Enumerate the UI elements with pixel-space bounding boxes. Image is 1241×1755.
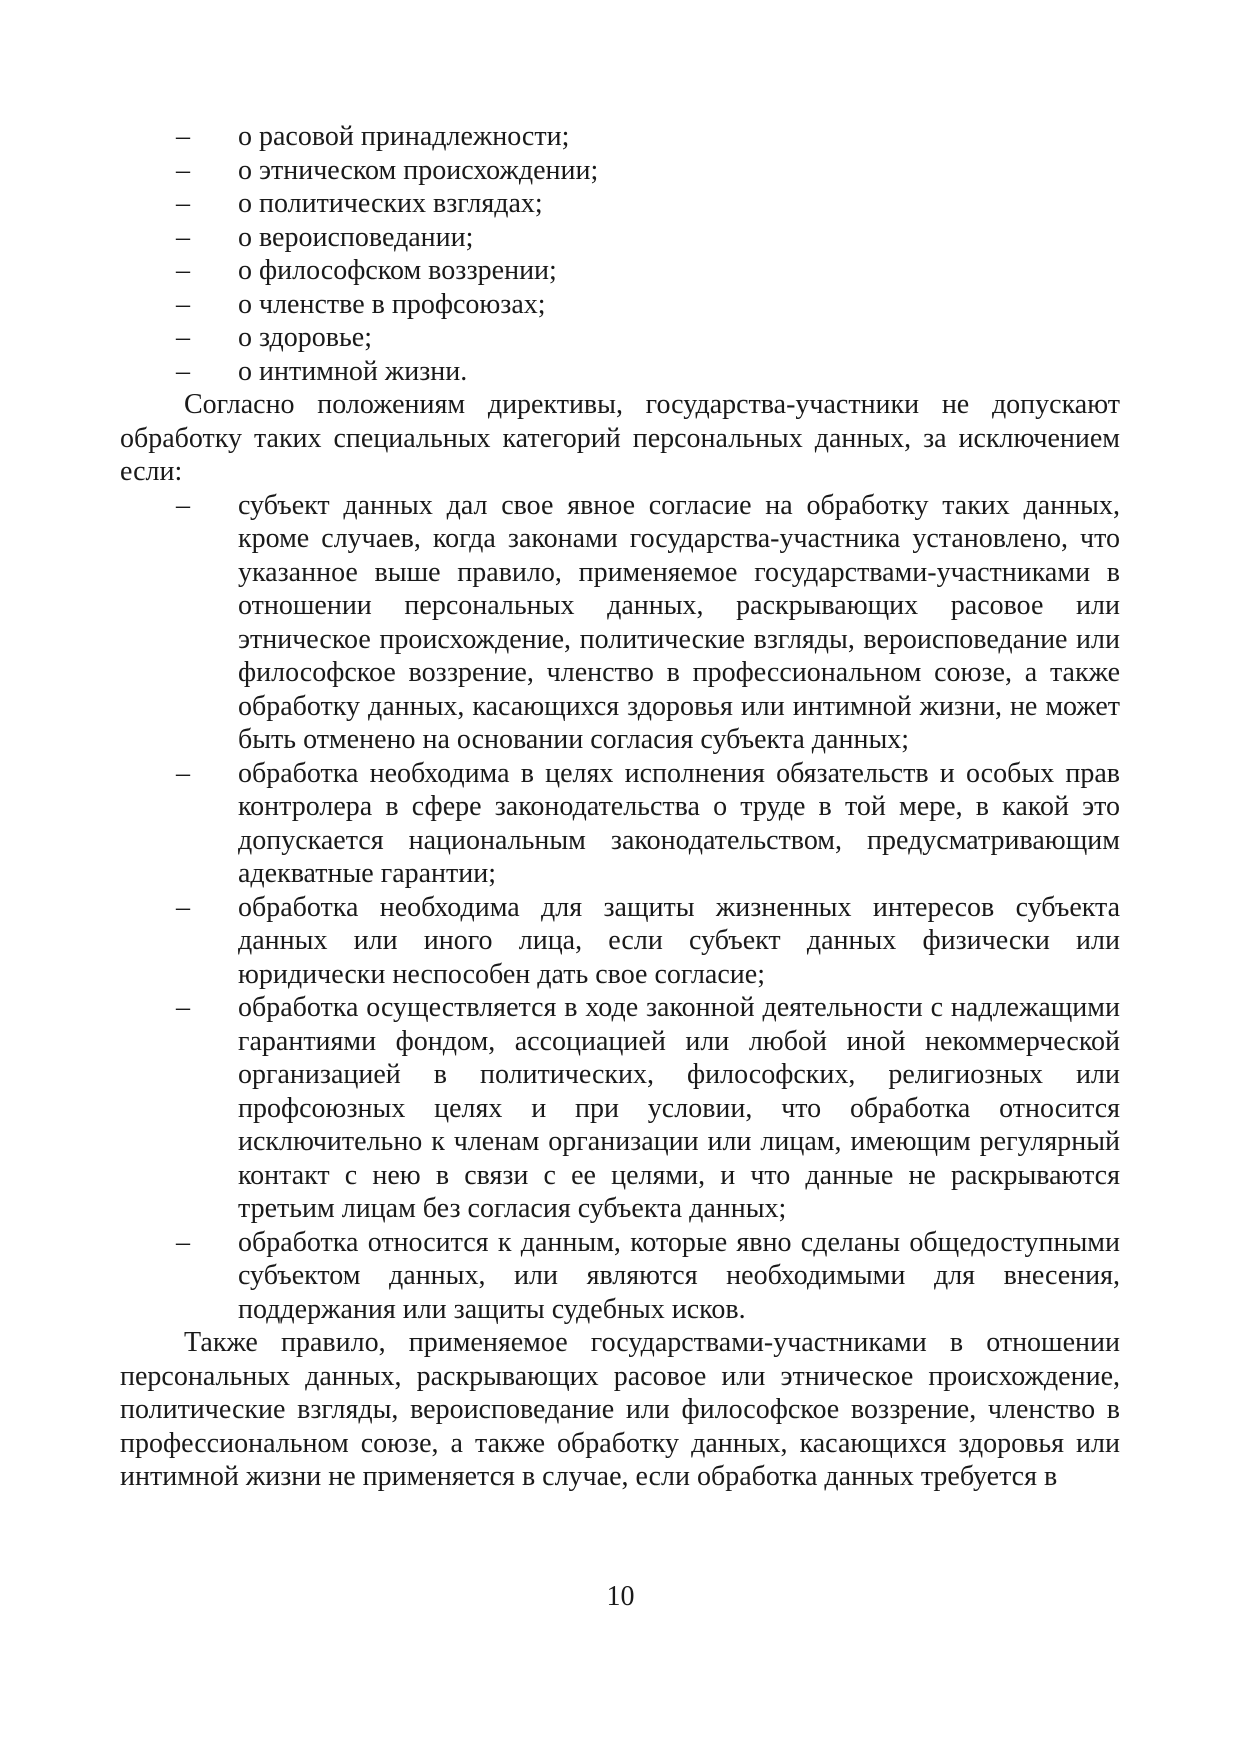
special-categories-list xyxy=(120,120,1120,388)
dash-bullet: – xyxy=(176,255,190,286)
dash-bullet: – xyxy=(176,992,190,1023)
paragraph-also-rule: Также правило, применяемое государствами-участниками в отношении персональных данных, раскрывающих расовое или этническое происхождение, политические взгляды, вероисповедание или философское воззрение, членство в профессиональном союзе, а также обработку данных, касающихся здоровья или интимной жизни не применяется в случае, если обработка данных требуется в xyxy=(120,1327,1120,1492)
list-item: – о расовой принадлежности; xyxy=(176,121,570,152)
dash-bullet: – xyxy=(176,489,190,521)
list-item: – субъект данных дал свое явное согласие на обработку таких данных, кроме случаев, когда законами государства-участника установлено, что указанное выше правило, применяемое государствами-участниками в отношении персональных данных, раскрывающих расовое или этническое происхождение, политические взгляды, вероисповедание или философское воззрение, членство в профессиональном союзе, а также обработку данных, касающихся здоровья или интимной жизни, не может быть отменено на основании согласия субъекта данных; xyxy=(176,489,1120,755)
list-item: – о философском воззрении; xyxy=(176,255,557,286)
dash-bullet: – xyxy=(176,288,190,320)
list-item: – обработка необходима в целях исполнения обязательств и особых прав контролера в сфере законодательства о труде в той мере, в какой это допускается национальным законодательством, предусматривающим адекватные гарантии; xyxy=(176,757,1120,889)
list-item: – о вероисповедании; xyxy=(176,221,474,253)
dash-bullet: – xyxy=(176,322,190,353)
list-item: – о политических взглядах; xyxy=(176,188,543,219)
page-number: 10 xyxy=(606,1581,635,1612)
paragraph-directive: Согласно положениям директивы, государства-участники не допускают обработку таких специальных категорий персональных данных, за исключением если: xyxy=(120,389,1120,487)
dash-bullet: – xyxy=(176,355,190,387)
exceptions-list xyxy=(120,489,1120,1327)
list-item: – обработка необходима для защиты жизненных интересов субъекта данных или иного лица, если субъект данных физически или юридически неспособен дать свое согласие; xyxy=(176,891,1120,990)
list-item: – о интимной жизни. xyxy=(176,355,468,387)
list-item: – о здоровье; xyxy=(176,322,372,353)
list-item: – о членстве в профсоюзах; xyxy=(176,288,546,320)
dash-bullet: – xyxy=(176,221,190,253)
dash-bullet: – xyxy=(176,757,190,789)
list-item: – о этническом происхождении; xyxy=(176,154,599,186)
document-page xyxy=(120,120,1120,1494)
dash-bullet: – xyxy=(176,1226,190,1258)
dash-bullet: – xyxy=(176,154,190,186)
dash-bullet: – xyxy=(176,121,190,152)
list-item: – обработка осуществляется в ходе законной деятельности с надлежащими гарантиями фондом, ассоциацией или любой иной некоммерческой организацией в политических, философских, религиозных или профсоюзных целях и при условии, что обработка относится исключительно к членам организации или лицам, имеющим регулярный контакт с нею в связи с ее целями, и что данные не раскрываются третьим лицам без согласия субъекта данных; xyxy=(176,992,1120,1224)
dash-bullet: – xyxy=(176,188,190,219)
list-item: – обработка относится к данным, которые явно сделаны общедоступными субъектом данных, или являются необходимыми для внесения, поддержания или защиты судебных исков. xyxy=(176,1226,1120,1325)
dash-bullet: – xyxy=(176,891,190,923)
